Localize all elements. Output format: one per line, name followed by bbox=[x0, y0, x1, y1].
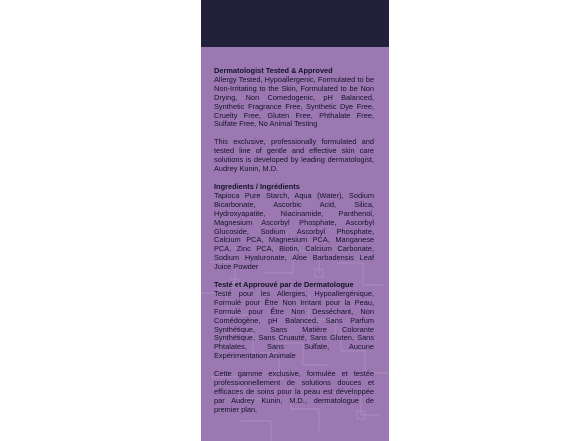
section-body-ingredients: Tapioca Pure Starch, Aqua (Water), Sodium Bicarbonate, Ascorbic Acid, Silica, Hydroxyapatite, Niacinamide, Panthenol, Magnesium Ascorbyl Phosphate, Ascorbyl Glucoside, Sodium Ascorbyl Phosphate, Calcium PCA, Magnesium PCA, Manganese PCA, Zinc PCA, Biotin, Calcium Carbonate, Sodium Hyaluronate, Aloe Barbadensis Leaf Juice Powder bbox=[214, 190, 374, 272]
section-body-claims-en: Allergy Tested, Hypoallergenic, Formulated to be Non-Irritating to the Skin, Formulated to be Non Drying, Non Comedogenic, pH Balanced, Synthetic Fragrance Free, Synthetic Dye Free, Cruelty Free, Gluten Free, Phthalate Free, Sulfate Free, No Animal Testing bbox=[214, 74, 374, 129]
section-body-about-en: This exclusive, professionally formulated and tested line of gentle and effective skin care solutions is developed by leading dermatologist, Audrey Kunin, M.D. bbox=[214, 137, 374, 174]
label-text bbox=[214, 67, 374, 415]
product-label bbox=[201, 0, 389, 441]
section-heading-teste-approuve: Testé et Approuvé par de Dermatologue bbox=[214, 280, 354, 290]
section-body-claims-fr: Testé pour les Allergies, Hypoallergénique, Formulé pour Être Non Irritant pour la Peau, Formulé pour Être Non Desséchant, Non Comédogène, pH Balanced, Sans Parfum Synthétique, Sans Matière Colorante Synthétique, Sans Cruauté, Sans Gluten, Sans Phtalates, Sans Sulfate, Aucune Expérimentation Animale bbox=[214, 288, 374, 361]
bottle-cap bbox=[201, 0, 389, 47]
section-body-about-fr: Cette gamme exclusive, formulée et testée professionnellement de solutions douces et efficaces de soins pour la peau est développée par Audrey Kunin, M.D., dermatologue de premier plan. bbox=[214, 369, 374, 414]
section-heading-ingredients: Ingredients / Ingrédients bbox=[214, 181, 300, 191]
section-heading-dermatologist-tested: Dermatologist Tested & Approved bbox=[214, 66, 333, 75]
